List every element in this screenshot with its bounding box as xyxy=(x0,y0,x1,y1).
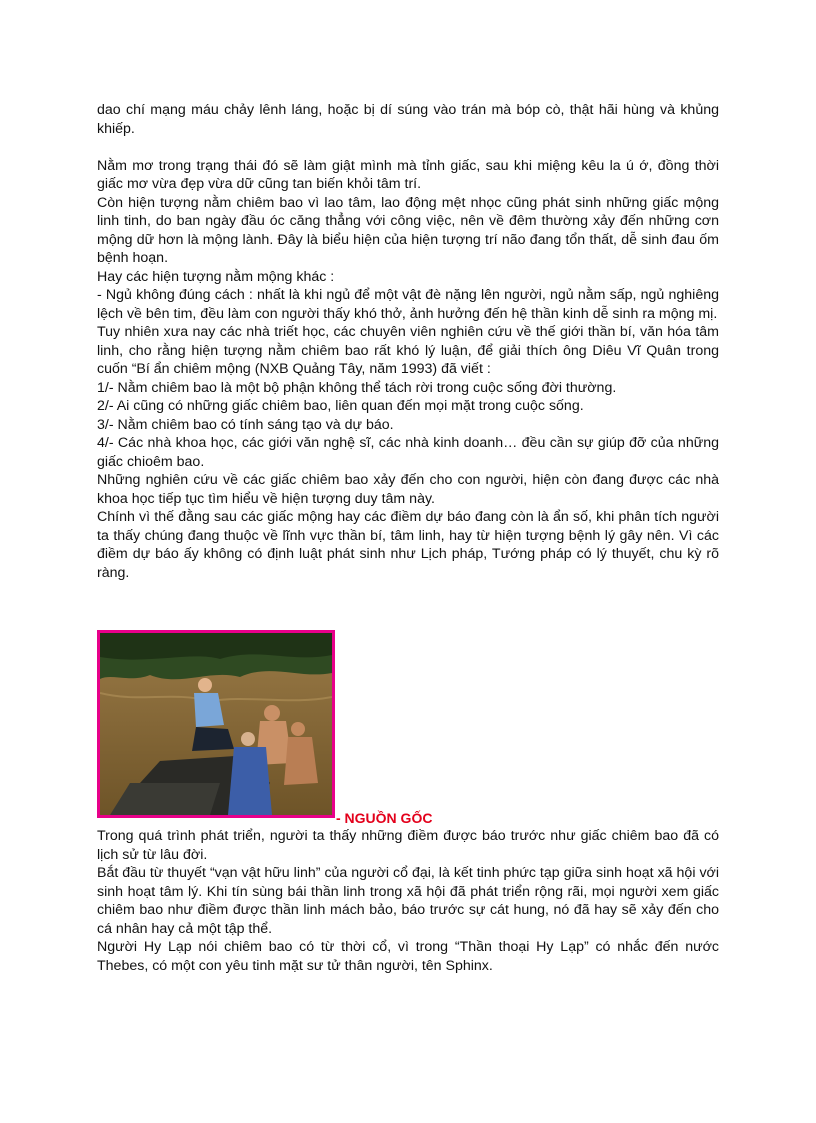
paragraph: Hay các hiện tượng nằm mộng khác : xyxy=(97,268,335,285)
list-item: 4/- Các nhà khoa học, các giới văn nghệ sĩ, các nhà kinh doanh… đều cần sự giúp đỡ của những giấc chioêm bao. xyxy=(97,435,719,470)
paragraph: Nằm mơ trong trạng thái đó sẽ làm giật mình mà tỉnh giấc, sau khi miệng kêu la ú ớ, đồng thời giấc mơ vừa đẹp vừa dữ cũng tan biến khỏi tâm trí. xyxy=(97,157,719,192)
body-text-top xyxy=(97,101,719,582)
paragraph: Chính vì thế đằng sau các giấc mộng hay các điềm dự báo đang còn là ẩn số, khi phân tích người ta thấy chúng đang thuộc về lĩnh vực thần bí, tâm linh, hay từ hiện tượng bệnh lý gây nên. Vì các điềm dự báo ấy không có định luật phát sinh như Lịch pháp, Tướng pháp có lý thuyết, chu kỳ rõ ràng. xyxy=(97,509,719,581)
paragraph: dao chí mạng máu chảy lênh láng, hoặc bị dí súng vào trán mà bóp cò, thật hãi hùng và khủng khiếp. xyxy=(97,102,719,137)
section-heading: - NGUỒN GỐC xyxy=(336,810,433,826)
paragraph: Người Hy Lạp nói chiêm bao có từ thời cổ, vì trong “Thần thoại Hy Lạp” có nhắc đến nước Thebes, có một con yêu tinh mặt sư tử thân người, tên Sphinx. xyxy=(97,939,719,974)
photo-illustration xyxy=(100,633,332,815)
paragraph: Còn hiện tượng nằm chiêm bao vì lao tâm, lao động mệt nhọc cũng phát sinh những giấc mộng linh tinh, do ban ngày đầu óc căng thẳng với công việc, nên về đêm thường xảy đến những cơn mộng dữ hơn là mộng lành. Đây là biểu hiện của hiện tượng trí não đang tổn thất, dễ sinh đau ốm bệnh hoạn. xyxy=(97,194,719,266)
paragraph-gap xyxy=(97,138,719,157)
body-text-bottom xyxy=(97,827,719,975)
river-ritual-photo xyxy=(97,630,335,818)
paragraph: - Ngủ không đúng cách : nhất là khi ngủ để một vật đè nặng lên người, ngủ nằm sấp, ngủ nghiêng lệch về bên tim, đều làm con người thấy khó thở, ảnh hưởng đến hệ thần kinh dễ sinh ra mộng mị. xyxy=(97,287,719,322)
list-item: 1/- Nằm chiêm bao là một bộ phận không thể tách rời trong cuộc sống đời thường. xyxy=(97,379,617,396)
paragraph: Trong quá trình phát triển, người ta thấy những điềm được báo trước như giấc chiêm bao đã có lịch sử từ lâu đời. xyxy=(97,828,719,863)
paragraph: Bắt đầu từ thuyết “vạn vật hữu linh” của người cổ đại, là kết tinh phức tạp giữa sinh hoạt xã hội với sinh hoạt tâm lý. Khi tín sùng bái thần linh trong xã hội đã phát triển rộng rãi, mọi người xem giấc chiêm bao như điềm được thần linh mách bảo, báo trước sự cát hung, nó đã hay sẽ xảy đến cho cá nhân hay cả một tập thể. xyxy=(97,865,719,937)
paragraph: Tuy nhiên xưa nay các nhà triết học, các chuyên viên nghiên cứu về thế giới thần bí, văn hóa tâm linh, cho rằng hiện tượng nằm chiêm bao rất khó lý luận, để giải thích ông Diêu Vĩ Quân trong cuốn “Bí ẩn chiêm mộng (NXB Quảng Tây, năm 1993) đã viết : xyxy=(97,324,719,377)
paragraph: Những nghiên cứu về các giấc chiêm bao xảy đến cho con người, hiện còn đang được các nhà khoa học tiếp tục tìm hiểu về hiện tượng duy tâm này. xyxy=(97,472,719,507)
list-item: 3/- Nằm chiêm bao có tính sáng tạo và dự báo. xyxy=(97,416,394,433)
list-item: 2/- Ai cũng có những giấc chiêm bao, liên quan đến mọi mặt trong cuộc sống. xyxy=(97,398,584,414)
